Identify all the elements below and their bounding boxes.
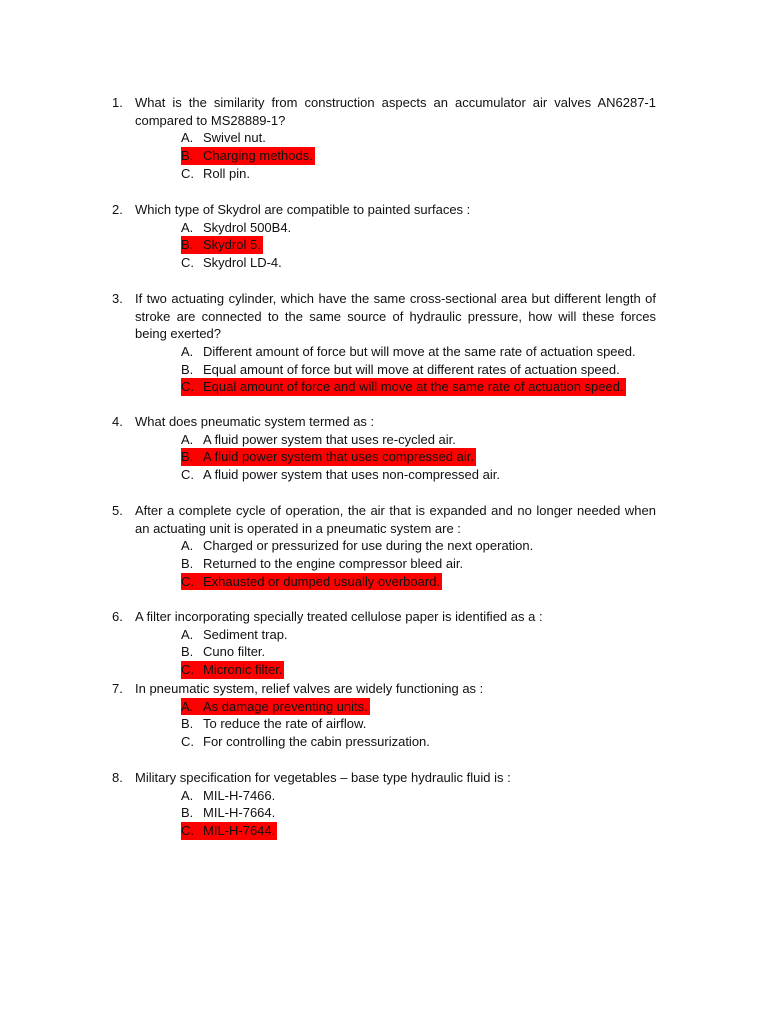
option-letter: C.	[181, 379, 194, 395]
option-text: MIL-H-7466.	[203, 787, 276, 803]
option-list	[112, 698, 656, 751]
option-letter: A.	[181, 698, 194, 714]
option-a	[181, 129, 656, 147]
question-4	[112, 413, 656, 484]
question-number: 7.	[112, 681, 123, 696]
option-a	[181, 431, 656, 449]
option-letter: B.	[181, 148, 194, 164]
option-text: Cuno filter.	[203, 644, 266, 660]
option-b	[181, 555, 656, 573]
option-list	[112, 626, 656, 679]
question-number: 3.	[112, 291, 123, 306]
question-text: After a complete cycle of operation, the air that is expanded and no longer needed when an actuating unit is operated in a pneumatic system are :	[135, 503, 656, 536]
question-number: 8.	[112, 770, 123, 785]
question-number: 4.	[112, 414, 123, 429]
option-text: A fluid power system that uses non-compressed air.	[203, 467, 500, 483]
question-number: 1.	[112, 95, 123, 110]
option-letter: B.	[181, 805, 194, 821]
option-letter: B.	[181, 556, 194, 572]
option-text: Micronic filter.	[203, 662, 283, 678]
option-letter: B.	[181, 644, 194, 660]
option-letter: C.	[181, 255, 194, 271]
option-c	[181, 733, 656, 751]
option-c	[181, 661, 656, 679]
question-text: Military specification for vegetables – base type hydraulic fluid is :	[135, 770, 511, 785]
option-text: Charging methods.	[203, 148, 313, 164]
option-text: Skydrol 5.	[203, 237, 261, 253]
question-7	[112, 680, 656, 751]
option-a	[181, 219, 656, 237]
option-text: Swivel nut.	[203, 130, 266, 146]
option-text: Different amount of force but will move at the same rate of actuation speed.	[203, 344, 636, 360]
option-text: Exhausted or dumped usually overboard.	[203, 573, 441, 589]
option-c	[181, 573, 656, 591]
option-b	[181, 361, 656, 379]
question-5	[112, 502, 656, 590]
option-a	[181, 343, 656, 361]
option-list	[112, 537, 656, 590]
option-letter: A.	[181, 344, 194, 360]
option-a	[181, 698, 656, 716]
question-text: Which type of Skydrol are compatible to painted surfaces :	[135, 202, 471, 217]
option-text: A fluid power system that uses compressed air.	[203, 449, 474, 465]
option-text: Equal amount of force but will move at different rates of actuation speed.	[203, 361, 620, 377]
option-letter: C.	[181, 823, 194, 839]
option-letter: B.	[181, 361, 194, 377]
option-c	[181, 254, 656, 272]
question-text: In pneumatic system, relief valves are widely functioning as :	[135, 681, 484, 696]
option-text: As damage preventing units.	[203, 698, 368, 714]
option-a	[181, 626, 656, 644]
option-letter: C.	[181, 662, 194, 678]
option-letter: A.	[181, 787, 194, 803]
option-b	[181, 448, 656, 466]
option-text: Equal amount of force and will move at the same rate of actuation speed.	[203, 379, 624, 395]
option-b	[181, 147, 656, 165]
option-letter: B.	[181, 237, 194, 253]
option-letter: C.	[181, 573, 194, 589]
option-list	[112, 129, 656, 182]
option-letter: C.	[181, 165, 194, 181]
question-number: 2.	[112, 202, 123, 217]
option-text: Skydrol LD-4.	[203, 255, 282, 271]
option-list	[112, 431, 656, 484]
option-list	[112, 787, 656, 840]
question-2	[112, 201, 656, 272]
option-letter: A.	[181, 626, 194, 642]
question-text: What does pneumatic system termed as :	[135, 414, 375, 429]
option-text: Returned to the engine compressor bleed air.	[203, 556, 464, 572]
option-text: Sediment trap.	[203, 626, 288, 642]
option-c	[181, 378, 656, 396]
option-text: Roll pin.	[203, 165, 250, 181]
option-list	[112, 219, 656, 272]
option-b	[181, 643, 656, 661]
option-text: For controlling the cabin pressurization.	[203, 734, 430, 750]
option-letter: A.	[181, 130, 194, 146]
option-a	[181, 787, 656, 805]
question-1	[112, 94, 656, 182]
option-letter: C.	[181, 467, 194, 483]
option-letter: B.	[181, 716, 194, 732]
option-letter: A.	[181, 431, 194, 447]
option-letter: A.	[181, 219, 194, 235]
option-b	[181, 804, 656, 822]
question-8	[112, 769, 656, 840]
question-text: If two actuating cylinder, which have the same cross-sectional area but different length of stroke are connected to the same source of hydraulic pressure, how will these forces being exerted?	[135, 291, 656, 342]
option-letter: A.	[181, 538, 194, 554]
option-text: A fluid power system that uses re-cycled air.	[203, 431, 456, 447]
option-text: Charged or pressurized for use during the next operation.	[203, 538, 534, 554]
option-c	[181, 822, 656, 840]
question-number: 5.	[112, 503, 123, 518]
option-text: Skydrol 500B4.	[203, 219, 292, 235]
option-a	[181, 537, 656, 555]
question-6	[112, 608, 656, 679]
option-text: To reduce the rate of airflow.	[203, 716, 367, 732]
option-b	[181, 715, 656, 733]
question-3	[112, 290, 656, 396]
question-text: What is the similarity from construction aspects an accumulator air valves AN6287-1 compared to MS28889-1?	[135, 95, 656, 128]
option-b	[181, 236, 656, 254]
option-letter: C.	[181, 734, 194, 750]
option-c	[181, 466, 656, 484]
option-list	[112, 343, 656, 396]
option-c	[181, 165, 656, 183]
option-text: MIL-H-7664.	[203, 805, 276, 821]
question-text: A filter incorporating specially treated cellulose paper is identified as a :	[135, 609, 543, 624]
option-letter: B.	[181, 449, 194, 465]
question-number: 6.	[112, 609, 123, 624]
option-text: MIL-H-7644.	[203, 823, 276, 839]
